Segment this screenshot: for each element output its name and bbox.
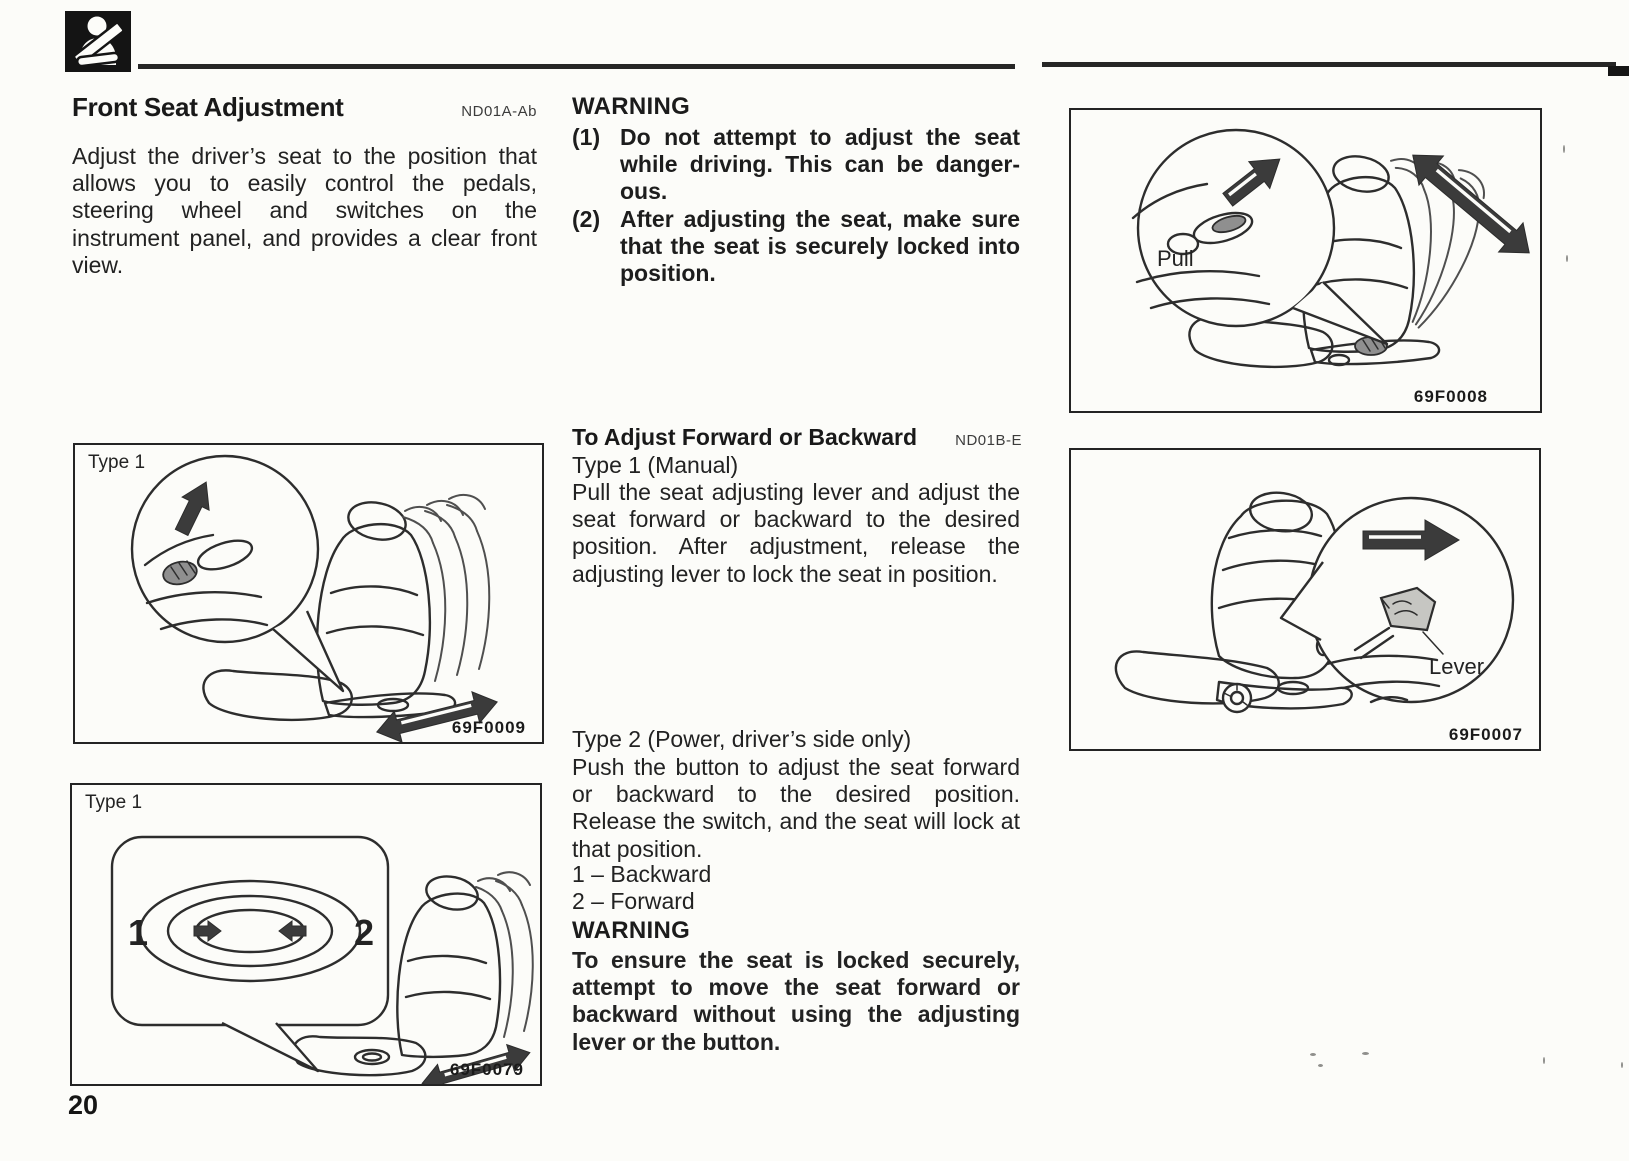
scan-speck bbox=[1566, 255, 1568, 262]
warning-title-top: WARNING bbox=[572, 93, 691, 120]
type2-paragraph: Push the button to adjust the seat forward or backward to the desired position. Release the switch, and the seat will lock at that position. bbox=[572, 754, 1020, 862]
figure-manual-slide bbox=[73, 443, 544, 744]
figure-caption: 69F0009 bbox=[451, 718, 526, 737]
warning-item bbox=[572, 124, 1020, 206]
figure-lever-detail bbox=[1069, 448, 1541, 751]
section-heading-row bbox=[72, 92, 537, 123]
figure-type-label: Type 1 bbox=[88, 452, 146, 473]
scan-speck bbox=[1543, 1057, 1545, 1064]
type1-title: Type 1 (Manual) bbox=[572, 452, 739, 478]
switch-position-2: 2 bbox=[353, 912, 375, 953]
seat-lever-illustration bbox=[1071, 450, 1539, 749]
scan-speck bbox=[1362, 1052, 1369, 1055]
scan-speck bbox=[1563, 145, 1565, 153]
warning-item-text: Do not attempt to adjust the seat while driving. This can be dangerous. bbox=[620, 124, 1020, 205]
ghost-positions bbox=[476, 872, 533, 1037]
seat-recline-illustration bbox=[1071, 110, 1540, 411]
seat-switch-illustration bbox=[72, 785, 540, 1084]
seat-slide-illustration bbox=[75, 445, 542, 742]
type2-title: Type 2 (Power, driver’s side only) bbox=[572, 726, 912, 752]
lever-label: Lever bbox=[1429, 654, 1485, 679]
scan-speck bbox=[1310, 1053, 1316, 1056]
figure-recline bbox=[1069, 108, 1542, 413]
scan-speck bbox=[1318, 1064, 1323, 1067]
header-rule-right bbox=[1042, 62, 1616, 67]
scan-speck bbox=[1621, 1062, 1623, 1068]
warning-list bbox=[572, 124, 1020, 287]
figure-power-slide bbox=[70, 783, 542, 1086]
adjust-heading-row bbox=[572, 424, 1022, 451]
legend-backward: 1 – Backward bbox=[572, 861, 712, 887]
switch-position-1: 1 bbox=[127, 912, 149, 953]
page-title: Front Seat Adjustment bbox=[72, 92, 344, 122]
adjust-section-title: To Adjust Forward or Backward bbox=[572, 424, 918, 450]
section-code: ND01A-Ab bbox=[461, 103, 537, 120]
figure-caption: 69F0007 bbox=[1448, 725, 1523, 744]
legend-forward: 2 – Forward bbox=[572, 888, 695, 914]
type1-paragraph: Pull the seat adjusting lever and adjust the seat forward or backward to the desired position. After adjustment, release the adjusting lever to lock the seat in position. bbox=[572, 479, 1020, 587]
seatbelt-icon bbox=[65, 11, 131, 72]
pull-label: Pull bbox=[1157, 246, 1194, 271]
page-number: 20 bbox=[68, 1090, 99, 1120]
warning-item-text: After adjusting the seat, make sure that the seat is securely locked into position. bbox=[620, 205, 1020, 287]
warning-title-bottom: WARNING bbox=[572, 917, 691, 944]
warning-item-number: (2) bbox=[572, 205, 601, 232]
warning-item-number: (1) bbox=[572, 124, 601, 150]
callout-bubble bbox=[112, 837, 388, 1025]
ghost-positions bbox=[403, 495, 489, 681]
warning-item bbox=[572, 206, 1020, 288]
intro-paragraph: Adjust the driver’s seat to the position that allows you to easily control the pedals, steering wheel and switches on the instrument panel, and provides a clear front view. bbox=[72, 143, 537, 278]
adjust-section-code: ND01B-E bbox=[955, 432, 1022, 449]
figure-caption: 69F0079 bbox=[449, 1060, 524, 1079]
header-rule-left bbox=[138, 64, 1015, 69]
figure-type-label: Type 1 bbox=[85, 792, 143, 813]
figure-caption: 69F0008 bbox=[1413, 387, 1488, 406]
warning-bottom-text: To ensure the seat is locked securely, attempt to move the seat forward or backward without using the adjusting lever or the button. bbox=[572, 947, 1020, 1055]
header-rule-end bbox=[1608, 66, 1629, 76]
